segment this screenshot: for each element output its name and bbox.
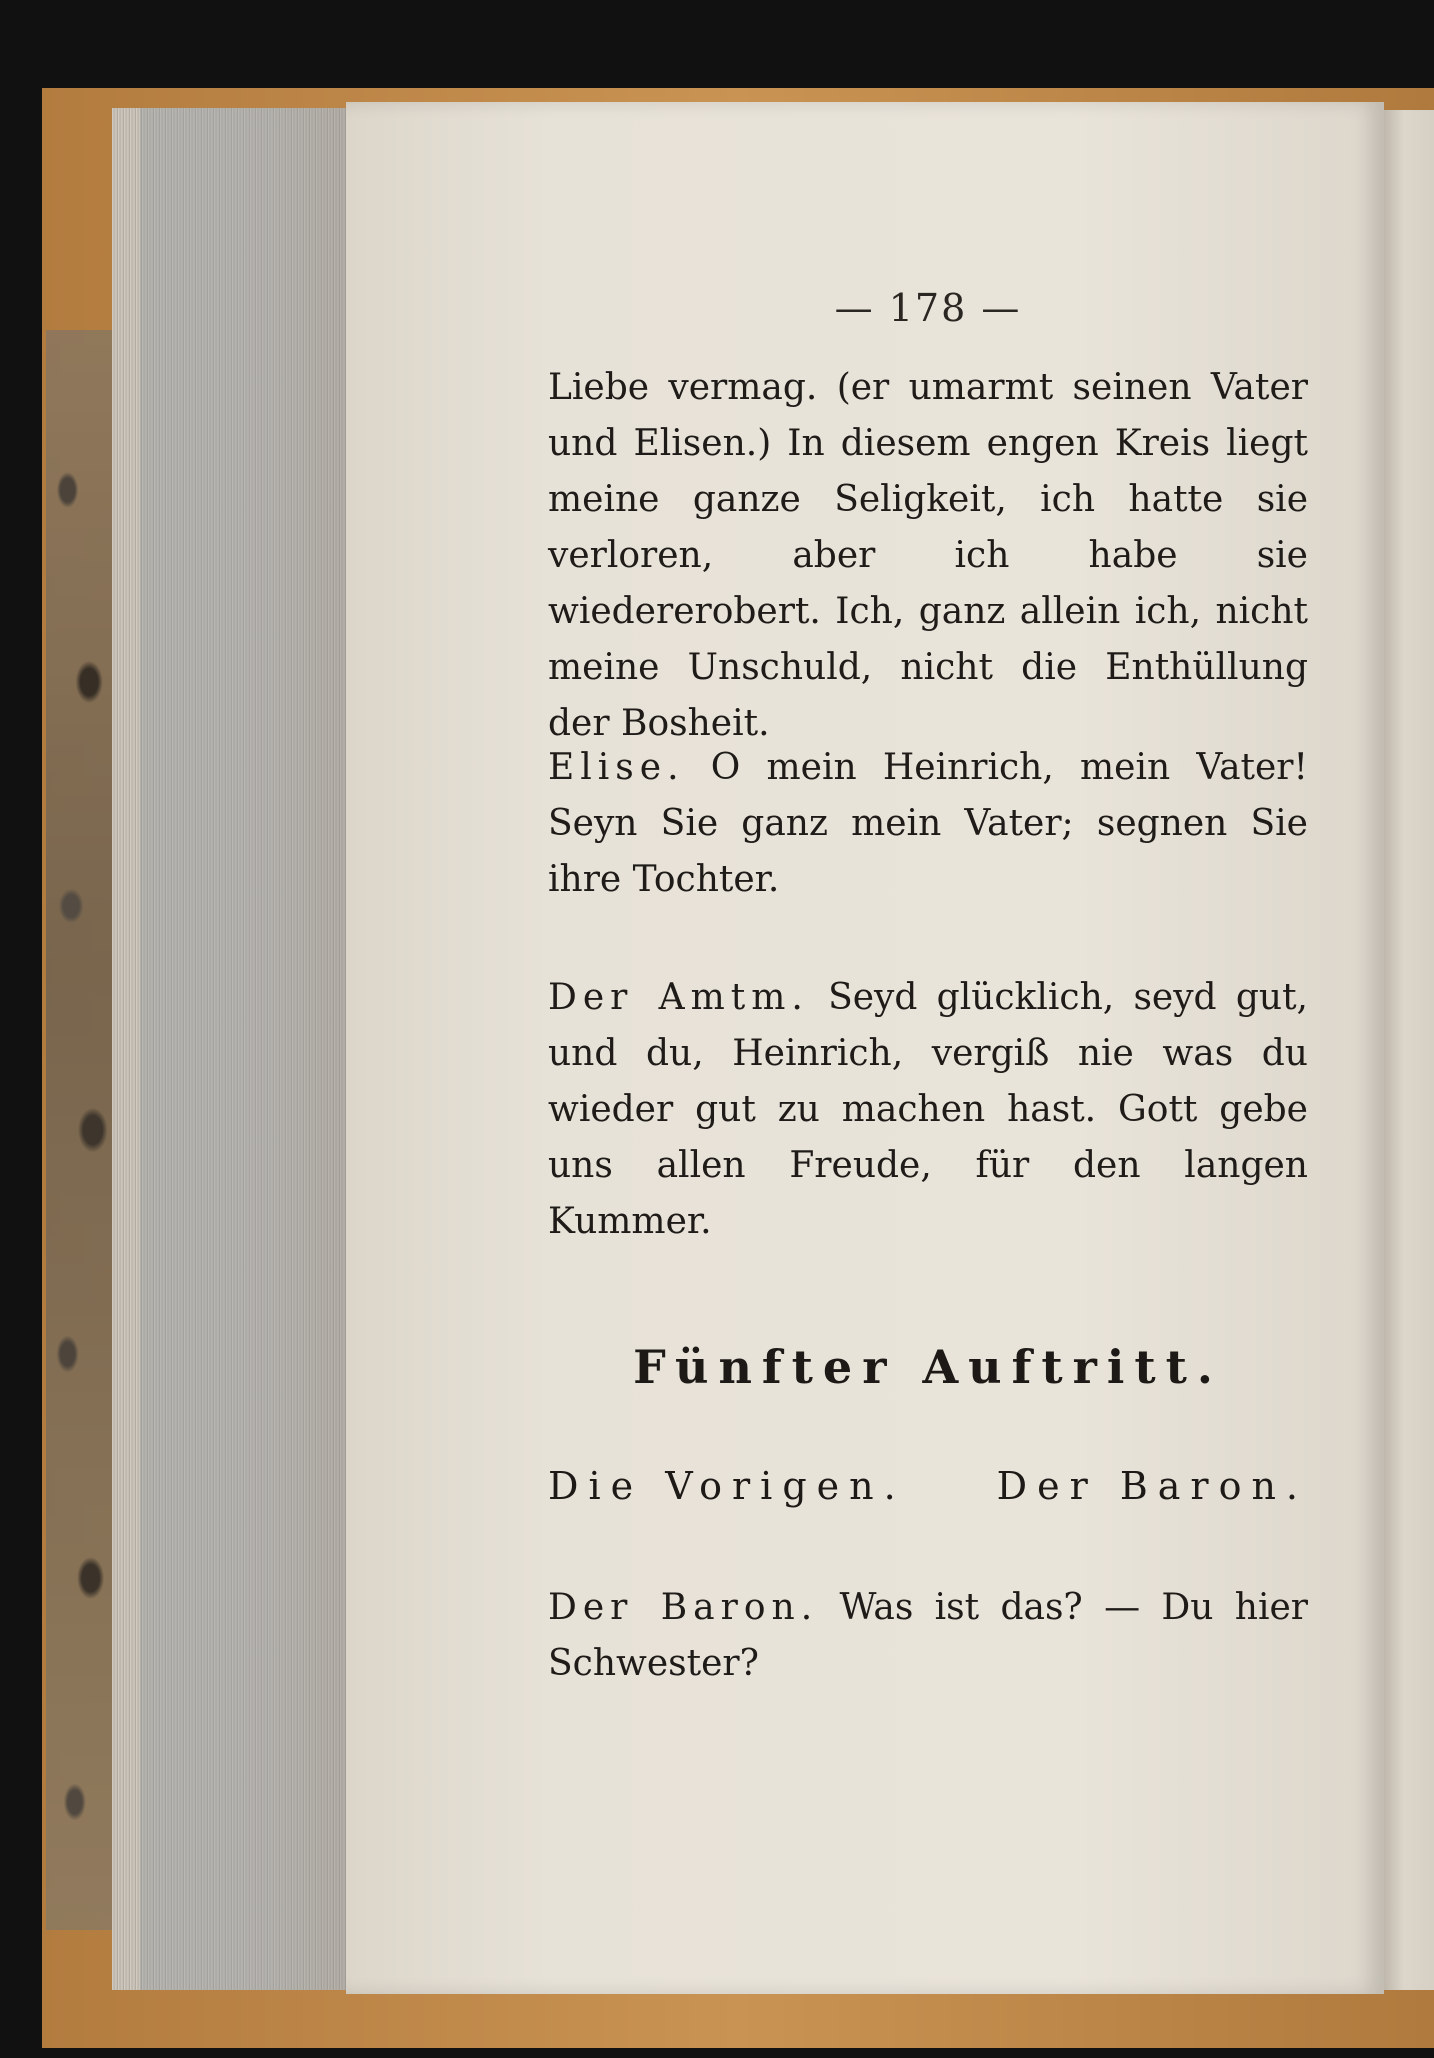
speaker-amtmann: Der Amtm.	[548, 977, 809, 1018]
paragraph-3	[548, 970, 1308, 1250]
page-edges-shade	[140, 108, 350, 1990]
speaker-elise: Elise.	[548, 747, 685, 788]
facing-page-edge	[1384, 110, 1434, 1990]
cast-left: Die Vorigen.	[548, 1464, 906, 1508]
marbled-binding	[46, 330, 118, 1930]
paragraph-4-text: Was ist das? — Du hier Schwester?	[548, 1587, 1309, 1684]
scene-heading: Fünfter Auftritt.	[633, 1340, 1223, 1394]
cast-right: Der Baron.	[996, 1464, 1308, 1508]
speaker-baron: Der Baron.	[548, 1587, 819, 1628]
paragraph-1-text: Liebe vermag. (er umarmt seinen Vater und Elisen.) In diesem engen Kreis liegt meine ganze Seligkeit, ich hatte sie verloren, aber ich habe sie wiedererobert. Ich, ganz allein ich, nicht meine Unschuld, nicht die Enthüllung der Bosheit.	[548, 367, 1308, 744]
paragraph-2	[548, 740, 1308, 908]
paragraph-2-text: O mein Heinrich, mein Vater! Seyn Sie ganz mein Vater; segnen Sie ihre Tochter.	[548, 747, 1308, 900]
paragraph-3-text: Seyd glücklich, seyd gut, und du, Heinrich, vergiß nie was du wieder gut zu machen hast. Gott gebe uns allen Freude, für den langen Kummer.	[548, 977, 1308, 1242]
page-number: — 178 —	[834, 286, 1022, 330]
paragraph-1	[548, 360, 1308, 752]
paragraph-4	[548, 1580, 1308, 1692]
cast-list	[548, 1464, 1308, 1508]
